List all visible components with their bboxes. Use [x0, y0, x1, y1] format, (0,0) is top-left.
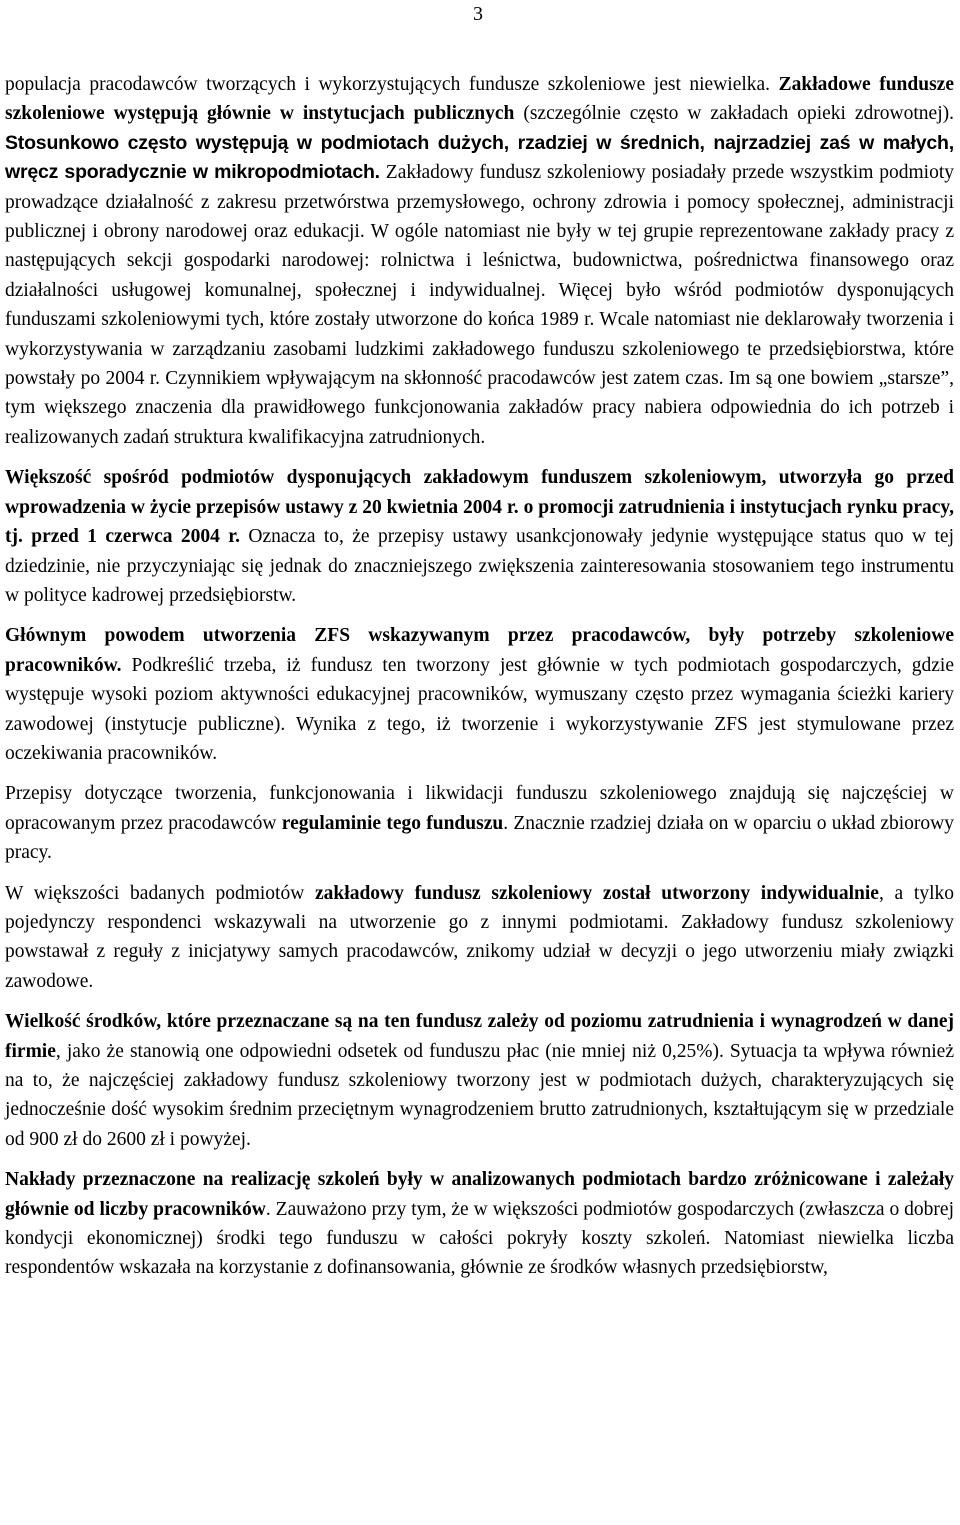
paragraph-5-run: , a tylko pojedynczy respondenci wskazywali na utworzenie go z innymi podmiotami. Zakładowy fundusz szkoleniowy powstawał z reguły z inicjatywy samych pracodawców, znikomy udział w decyzji o jego utworzeniu miały związki zawodowe. — [5, 882, 954, 992]
paragraph-3 — [5, 621, 954, 768]
paragraph-1-run: Zakładowy fundusz szkoleniowy posiadały przede wszystkim podmioty prowadzące działalność z zakresu przetwórstwa przemysłowego, ochrony zdrowia i pomocy społecznej, administracji publicznej i obrony narodowej oraz edukacji. W ogóle natomiast nie były w tej grupie reprezentowane zakłady pracy z następujących sekcji gospodarki narodowej: rolnictwa i leśnictwa, budownictwa, pośrednictwa finansowego oraz działalności usługowej komunalnej, społecznej i indywidualnej. Więcej było wśród podmiotów dysponujących funduszami szkoleniowymi tych, które zostały utworzone do końca 1989 r. Wcale natomiast nie deklarowały tworzenia i wykorzystywania w zarządzaniu zasobami ludzkimi zakładowego funduszu szkoleniowego te przedsiębiorstwa, które powstały po 2004 r. Czynnikiem wpływającym na skłonność pracodawców jest zatem czas. Im są one bowiem „starsze”, tym większego znaczenia dla prawidłowego funkcjonowania zakładów pracy nabiera odpowiednia do ich potrzeb i realizowanych zadań struktura kwalifikacyjna zatrudnionych. — [5, 162, 954, 448]
paragraph-6 — [5, 1007, 954, 1154]
paragraph-6-run: , jako że stanowią one odpowiedni odsetek od funduszu płac (nie mniej niż 0,25%). Sytuacja ta wpływa również na to, że najczęściej zakładowy fundusz szkoleniowy tworzony jest w podmiotach dużych, charakteryzujących się jednocześnie dość wysokim średnim przeciętnym wynagrodzeniem brutto zatrudnionych, kształtującym się w przedziale od 900 zł do 2600 zł i powyżej. — [5, 1040, 954, 1150]
paragraph-2 — [5, 463, 954, 610]
body-text — [5, 70, 954, 1294]
paragraph-1-bold-run: Stosunkowo często występują w podmiotach dużych, rzadziej w średnich, najrzadziej zaś w małych, wręcz sporadycznie w mikropodmiotach. — [5, 131, 954, 184]
paragraph-1 — [5, 70, 954, 452]
paragraph-2-run: Oznacza to, że przepisy ustawy usankcjonowały jedynie występujące status quo w tej dziedzinie, nie przyczyniając się jednak do znaczniejszego zwiększenia zainteresowania stosowaniem tego instrumentu w polityce kadrowej przedsiębiorstw. — [5, 526, 954, 606]
paragraph-4-run: Przepisy dotyczące tworzenia, funkcjonowania i likwidacji funduszu szkoleniowego znajdują się najczęściej w opracowanym przez pracodawców — [5, 783, 954, 834]
paragraph-6-bold-run: Wielkość środków, które przeznaczane są na ten fundusz zależy od poziomu zatrudnienia i wynagrodzeń w danej firmie — [5, 1011, 954, 1062]
paragraph-1-run: (szczególnie często w zakładach opieki zdrowotnej). — [523, 103, 954, 125]
paragraph-5-run: W większości badanych podmiotów — [5, 882, 316, 904]
paragraph-4-bold-run: regulaminie tego funduszu — [281, 812, 504, 834]
paragraph-1-run: populacja pracodawców tworzących i wykorzystujących fundusze szkoleniowe jest niewielka. — [5, 74, 779, 95]
paragraph-2-bold-run: Większość spośród podmiotów dysponujących zakładowym funduszem szkoleniowym, utworzyła go przed wprowadzenia w życie przepisów ustawy z 20 kwietnia 2004 r. o promocji zatrudnienia i instytucjach rynku pracy, tj. przed 1 czerwca 2004 r. — [5, 467, 954, 548]
paragraph-5 — [5, 879, 954, 997]
paragraph-3-bold-run: Głównym powodem utworzenia ZFS wskazywanym przez pracodawców, były potrzeby szkoleniowe pracowników. — [5, 625, 954, 676]
page-number: 3 — [473, 3, 483, 25]
paragraph-7-run: . Zauważono przy tym, że w większości podmiotów gospodarczych (zwłaszcza o dobrej kondycji ekonomicznej) środki tego funduszu w całości pokryły koszty szkoleń. Natomiast niewielka liczba respondentów wskazała na korzystanie z dofinansowania, głównie ze środków własnych przedsiębiorstw, — [5, 1198, 954, 1279]
paragraph-7-bold-run: Nakłady przeznaczone na realizację szkoleń były w analizowanych podmiotach bardzo zróżnicowane i zależały głównie od liczby pracowników — [5, 1169, 954, 1220]
paragraph-7 — [5, 1165, 954, 1283]
paragraph-4-run: . Znacznie rzadziej działa on w oparciu o układ zbiorowy pracy. — [5, 812, 954, 864]
paragraph-5-bold-run: zakładowy fundusz szkoleniowy został utworzony indywidualnie — [315, 882, 879, 904]
paragraph-4 — [5, 779, 954, 867]
paragraph-1-bold-run: Zakładowe fundusze szkoleniowe występują głównie w instytucjach publicznych — [5, 74, 954, 125]
paragraph-3-run: Podkreślić trzeba, iż fundusz ten tworzony jest głównie w tych podmiotach gospodarczych, gdzie występuje wysoki poziom aktywności edukacyjnej pracowników, wymuszany często przez wymagania ścieżki kariery zawodowej (instytucje publiczne). Wynika z tego, iż tworzenie i wykorzystywanie ZFS jest stymulowane przez oczekiwania pracowników. — [5, 654, 954, 764]
